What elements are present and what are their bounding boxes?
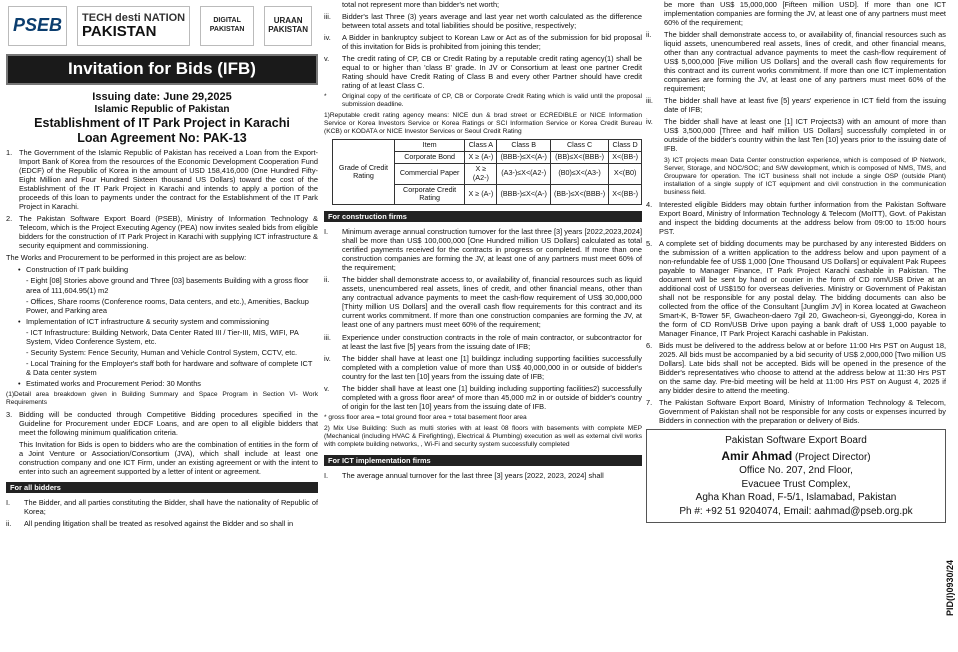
clause-6: [646, 341, 946, 395]
table-header-cell: Class B: [497, 140, 550, 152]
clause-text: Interested eligible Bidders may obtain further information from the Pakistan Software Export Board, Ministry of Information Technology & Telecom (MoITT), Govt. of Pakistan and inspect the bidding documents at the address below from 09:00 to 15:00 hours PST.: [659, 199, 946, 236]
criterion-text: The bidder shall demonstrate access to, or availability of, financial resources such as liquid assets, unencumbered real assets, lines of credit, and other financial means, other than any contractual advance payments to meet the cash-flow requirement of US$ 5,000,000 [Five million US Dollars] and the overall cash flow requirements for this contract and its current works commitment. If more than one ICT implementation companies are forming the JV, at least one of any partners must meet 60% of the requirement;: [664, 30, 946, 94]
clause-number: 7.: [646, 398, 653, 408]
clause-5: [646, 239, 946, 338]
clause-number: 2.: [6, 214, 13, 224]
table-cell: (BB-)≤X<(BBB-): [550, 184, 608, 205]
list-item: - Local Training for the Employer's staff both for hardware and software of complete ICT & Data center system: [26, 358, 313, 377]
agencies-note: 1)Reputable credit rating agency means: NICE dun & brad street or ECREDIBLE or NICE Information Service or Korea Investors Service or Korea Ratings or SCI Information Service or Korea Credit Bureau (KCB) or KODATA or NICE Investor Services or Seoul Credit Rating: [324, 112, 642, 136]
credit-rating-table: [332, 139, 642, 205]
footnote: * gross floor area = total ground floor area + total basement floor area: [324, 413, 527, 421]
criterion-text: The average annual turnover for the last three [3] years [2022, 2023, 2024] shall: [342, 470, 604, 480]
table-cell: X ≥ (A-): [465, 152, 497, 164]
table-header-cell: Class A: [465, 140, 497, 152]
criterion-number: I.: [6, 498, 11, 508]
list-item: - Offices, Share rooms (Conference rooms, Data centers, and etc.), Amenities, Backup Power, and Parking area: [26, 296, 309, 315]
list-item: • Implementation of ICT infrastructure & security system and commissioning: [26, 317, 318, 326]
works-list: [6, 265, 318, 387]
clause-1: [6, 148, 318, 211]
footnote-text: Original copy of the certificate of CP, CB or Corporate Credit Rating which is valid until the proposal submission deadline.: [342, 93, 642, 109]
project-title: Establishment of IT Park Project in Karachi: [34, 116, 290, 131]
continued-text: be more than US$ 15,000,000 [Fifteen million USD]. If more than one ICT implementation companies are forming the JV, at least one of any partners must meet 60% of the requirement;: [664, 0, 946, 28]
footnote: [324, 93, 642, 109]
clause-text: A complete set of bidding documents may be purchased by any interested Bidders on the submission of a written application to the address below and upon payment of a non-refundable fee of US$ 1,000 [One Thousand US Dollars] or equivalent Pak Rupees payable to Manager Finance, IT Park Project Karachi cashable in Pakistan. The document will be sent by hand or courier in the form of CD rom/USB Drive at an additional cost of US$150 for overseas deliveries. Ministry or Government of Pakistan shall not be responsible for any postal delay. The bidding documents can also be collected from the office of the Consultant [Junglim JV] in Korea located at Gwacheon Smart-K, B-Tower 5F, Gwacheon-daero 7gil 20, Gwacheon-si, Gyeonggi-do, Korea in the form of CD Rom/USB Drive upon paying a bank draft of US$ 1,000 payable to Manager Finance, IT Park Project Karachi cashable in Pakistan.: [659, 238, 946, 339]
table-cell: X<(BB-): [609, 152, 642, 164]
criterion: [324, 384, 642, 411]
clause-number: 4.: [646, 199, 653, 209]
table-cell: (BBB-)≤X<(A-): [497, 184, 550, 205]
works-intro: The Works and Procurement to be performed in this project are as below:: [6, 253, 247, 263]
criterion-number: iv.: [324, 353, 331, 363]
clause-number: 1.: [6, 148, 13, 158]
address-line: Evacuee Trust Complex,: [741, 478, 851, 490]
contact-line: Ph #: +92 51 9204074, Email: aahmad@pseb.org.pk: [679, 505, 913, 517]
page-title: Invitation for Bids (IFB): [6, 54, 318, 85]
criterion-number: ii.: [324, 275, 330, 285]
criterion-text: The Bidder, and all parties constituting the Bidder, shall have the nationality of Republic of Korea;: [24, 498, 318, 517]
criterion-text: The credit rating of CP, CB or Credit Rating by a reputable credit rating agency(1) shall be equal to or higher than 'class B' grade. In JV or Consortium at least one partner Credit Rating should have Credit Rating of Class B and every other Partner should have credit rating of at least Class C.: [342, 54, 642, 91]
clause-text: Bidding will be conducted through Competitive Bidding procedures specified in the Guideline for Procurement under EDCF Loans, and are open to all eligible bidders that meet the following minimum qualification criteria.: [19, 409, 318, 437]
criterion-number: ii.: [646, 30, 652, 40]
organization-name: Pakistan Software Export Board: [725, 435, 867, 447]
column-right: [646, 0, 946, 652]
column-middle: [324, 0, 642, 652]
tech-destination-pakistan-logo: [77, 6, 190, 46]
criterion-text: The bidder shall have at least one [1] ICT Projects3) with an amount of more than US$ 3,500,000 [Three and half million US Dollars] successfully completed in or outside of the bidder's country within the last Ten [10] years prior to the issuing date of IFB.: [664, 117, 946, 154]
tech-text: TECH: [82, 12, 112, 24]
clause-text: Bids must be delivered to the address below at or before 11:00 Hrs PST on August 18, 2025. All bids must be accompanied by a bid security of US$ 2,000,000 [Two million US Dollars]. Late bids shall not be accepted. Bids will be opened in the presence of the Bidder's representatives who choose to attend at the address below at 11:30 Hrs PST on the same day. Pre-bid meeting will be held at 11:00 Hrs PST on August 4, 2025 if any bidder desire to attend the meeting.: [659, 341, 946, 396]
continued-text: total not represent more than bidder's net worth;: [342, 0, 500, 9]
list-item: - ICT Infrastructure: Building Network, Data Center Rated III / Tier-III, MIS, WIFI, PA System, Video Conference System, etc.: [26, 327, 299, 346]
criterion-text: Minimum average annual construction turnover for the last three [3] years [2022,2023,2024] shall be more than US$ 100,000,000 [One Hundred million US Dollars] calculated as total certified payments received for the contracts in progress or completed. If more than one construction companies are forming the JV, at least one of any partners must meet 60% of the requirement;: [342, 227, 642, 273]
criterion: [324, 227, 642, 272]
director-name: Amir Ahmad: [721, 448, 793, 463]
pseb-logo: PSEB: [8, 6, 67, 46]
criterion: [324, 333, 642, 351]
logo-strip: [6, 0, 318, 52]
table-cell: X<(BB-): [609, 184, 642, 205]
clause-4: [646, 200, 946, 236]
clause-7: [646, 398, 946, 425]
criterion-number: iii.: [646, 96, 653, 106]
issue-date: Issuing date: June 29,2025: [92, 90, 232, 103]
table-cell: (BBB-)≤X<(A-): [497, 152, 550, 164]
criterion-text: The bidder shall demonstrate access to, or availability of, financial resources such as liquid assets, unencumbered real assets, lines of credit, and other financial means, other than any contractual advance payments to meet the cash-flow requirement of US$ 30,000,000 [Thirty million US Dollars] and the overall cash flow requirements for this contract and its current works commitment. If more than one construction companies are forming the JV, at least one of any partners must meet 60% of the requirement;: [342, 275, 642, 330]
list-item: • Construction of IT park building: [26, 265, 318, 274]
footnote-marker: *: [324, 93, 327, 101]
criterion-text: The bidder shall have at least one [1] buildingz including supporting facilities successfully completed with a completion value of more than US$ 40,000,000 in or outside of bidder's country for the last ten [10] years from the issuing date of IFB;: [342, 353, 642, 381]
table-cell: (A3-)≤X<(A2-): [497, 164, 550, 185]
table-cell: Commercial Paper: [394, 164, 464, 185]
criterion: [324, 54, 642, 90]
clause-text: The Pakistan Software Export Board (PSEB), Ministry of Information Technology & Telecom, which is the Project Executing Agency (PEA) now invites sealed bids from eligible bidders for the construction of IT Park Project in Karachi with supplying ICT infrastructure & security equipment and commissioning.: [19, 214, 318, 251]
table-cell: (BB)≤X<(BBB-): [550, 152, 608, 164]
criterion-number: v.: [324, 383, 330, 393]
criterion-text: Bidder's last Three (3) years average and last year net worth calculated as the difference between total assets and total liabilities should be positive, respectively;: [342, 12, 642, 31]
table-cell: X<(B0): [609, 164, 642, 185]
list-item: • Estimated works and Procurement Period: 30 Months: [26, 379, 318, 388]
signature-block: [646, 429, 946, 523]
loan-agreement: Loan Agreement No: PAK-13: [77, 130, 247, 145]
header-block: [6, 91, 318, 145]
clause-text: The Government of the Islamic Republic of Pakistan has received a Loan from the Export-Import Bank of Korea from the resources of the Economic Development Cooperation Fund (EDCF) of the Republic of Korea in the amount of USD 158,416,000 (One Hundred Fifty-Eight Million and Four Hundred Sixteen thousand US Dollars) toward the cost of the Establishment of the IT Park Project in Karachi and intends to apply a portion of the proceeds of this loan to payments under the contract for the Establishment of the IT Park Project in Karachi.: [19, 148, 318, 212]
criterion-number: iv.: [324, 33, 331, 43]
criterion-number: v.: [324, 54, 330, 64]
criterion-text: All pending litigation shall be treated as resolved against the Bidder and so shall in: [24, 519, 294, 529]
clause-number: 3.: [6, 409, 13, 419]
destination-text: desti NATION: [115, 12, 186, 24]
criterion: [6, 498, 318, 516]
table-cell: Corporate Bond: [394, 152, 464, 164]
jv-paragraph: This Invitation for Bids is open to bidders who are the combination of entities in the form of a Joint Venture or Association/Consortium (JVA), which shall include at least one construction company and one ICT Firm, under an existing agreement or with the intent to enter into such an agreement supported by a letter of intent or agreement.: [19, 439, 318, 477]
table-cell: Corporate Credit Rating: [394, 184, 464, 205]
section-heading: For construction firms: [324, 211, 642, 222]
republic-line: Islamic Republic of Pakistan: [94, 104, 230, 116]
criterion-text: A Bidder in bankruptcy subject to Korean Law or Act as of the submission for bid proposal of this invitation for Bids is prohibited from joining this tender;: [342, 33, 642, 52]
section-heading: For ICT implementation firms: [324, 455, 642, 466]
uraan-text: URAAN PAKISTAN: [268, 16, 308, 34]
publication-code: PID(I)0930/24: [945, 560, 956, 617]
criterion: [646, 30, 946, 93]
criterion: [646, 117, 946, 153]
table-cell: X ≥ (A2-): [465, 164, 497, 185]
table-header-cell: Class C: [550, 140, 608, 152]
footnote: (1)Detail area breakdown given in Building Summary and Space Program in Section VI- Work Requirements: [6, 390, 318, 406]
criterion-text: The bidder shall have at least one [1] building including supporting facilities2) successfully completed with a gross floor area* of more than 45,000 m2 in or outside of bidder's country of origin for the last ten [10] years from the issuing date of IFB.: [342, 383, 642, 411]
criterion-number: I.: [324, 227, 329, 237]
list-item: - Eight [08] Stories above ground and Three [03] basements Building with a gross floor area of 111,604.95(1) m2: [26, 276, 309, 295]
clause-2: [6, 214, 318, 250]
address-line: Agha Khan Road, F-5/1, Islamabad, Pakistan: [695, 492, 897, 504]
table-header-row: [333, 140, 642, 152]
table-cell: X ≥ (A-): [465, 184, 497, 205]
criterion-number: iv.: [646, 117, 653, 127]
criterion: [324, 471, 642, 480]
uraan-pakistan-logo: [264, 6, 312, 46]
criterion: [324, 275, 642, 329]
criterion: [324, 12, 642, 30]
footnote: 2) Mix Use Building: Such as multi stories with at least 08 floors with basements with complete MEP (Mechanical (including HVAC & Firefighting), Electrical & Plumbing) execution as well as external civil works with complete building networks, , Wi-Fi and security system successfully completed: [324, 424, 642, 448]
criterion-text: Experience under construction contracts in the role of main contractor, or subcontractor for at least the last five [5] years from the issuing date of IFB;: [342, 332, 642, 351]
director-role: (Project Director): [795, 451, 871, 463]
table-cell: (B0)≤X<(A3-): [550, 164, 608, 185]
address-line: Office No. 207, 2nd Floor,: [739, 465, 853, 477]
criterion-number: I.: [324, 470, 329, 480]
criterion-number: ii.: [6, 519, 12, 529]
section-heading: For all bidders: [6, 482, 318, 493]
table-header-cell: Item: [394, 140, 464, 152]
criterion: [6, 519, 318, 528]
digital-pakistan-emblem: [200, 6, 254, 46]
footnote: 3) ICT projects mean Data Center construction experience, which is composed of IP Network, Server, Storage, and NOC/SOC; and S/W development, which is composed of NMS, TMS, and Groupware for operation. The ICT business shall not include a single OSP (outside Plant) installation of a single supply of ICT equipment and civil construction in the communication business field.: [664, 156, 946, 196]
criterion-text: The bidder shall have at least five [5] years' experience in ICT field from the issuing date of IFB;: [664, 96, 946, 115]
list-item: - Security System: Fence Security, Human and Vehicle Control System, CCTV, etc.: [26, 347, 298, 357]
row-heading: Grade of Credit Rating: [333, 140, 395, 205]
clause-3: [6, 410, 318, 437]
clause-text: The Pakistan Software Export Board, Ministry of Information Technology & Telecom, Government of Pakistan shall not be responsible for any costs or expenses incurred by Bidders in connection with the preparation or delivery of Bids.: [659, 398, 946, 426]
criterion-number: iii.: [324, 332, 331, 342]
clause-number: 6.: [646, 341, 653, 351]
criterion-number: iii.: [324, 12, 331, 22]
clause-number: 5.: [646, 238, 653, 248]
criterion: [324, 33, 642, 51]
criterion: [646, 96, 946, 114]
pakistan-text: PAKISTAN: [82, 23, 157, 40]
table-header-cell: Class D: [609, 140, 642, 152]
column-left: [6, 0, 318, 652]
digital-pakistan-text: DIGITAL PAKISTAN: [209, 17, 245, 33]
criterion: [324, 354, 642, 381]
